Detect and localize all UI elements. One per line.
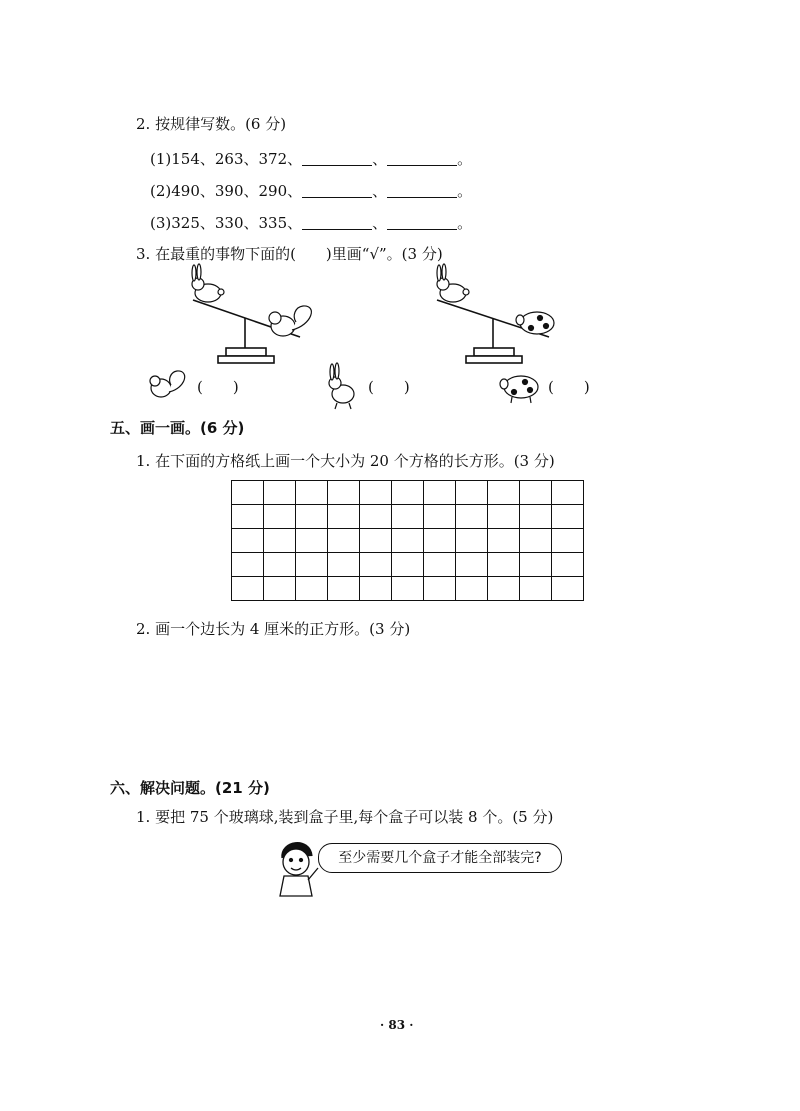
answer-paren-1[interactable]: ( ): [197, 378, 239, 396]
sequence-label: (1)154、263、372、: [150, 150, 303, 168]
squirrel-icon: [269, 306, 311, 336]
squirrel-icon: [150, 371, 185, 397]
rabbit-icon: [192, 264, 224, 302]
sequence-item-1: (1)154、263、372、 、 。: [150, 150, 473, 168]
boy-icon: [280, 843, 318, 896]
grid-paper[interactable]: [231, 480, 584, 601]
sequence-item-3: (3)325、330、335、 、 。: [150, 214, 473, 232]
answer-paren-3[interactable]: ( ): [548, 378, 590, 396]
speech-bubble: 至少需要几个盒子才能全部装完?: [318, 843, 562, 873]
section-six-q1: 1. 要把 75 个玻璃球,装到盒子里,每个盒子可以装 8 个。(5 分): [136, 808, 554, 826]
sequence-label: (2)490、390、290、: [150, 182, 303, 200]
q2-title: 2. 按规律写数。(6 分): [136, 115, 287, 133]
rabbit-icon: [437, 264, 469, 302]
q3-title: 3. 在最重的事物下面的( )里画“√”。(3 分): [136, 245, 443, 263]
answer-paren-2[interactable]: ( ): [368, 378, 410, 396]
page-number: · 83 ·: [380, 1018, 414, 1032]
section-six-heading: 六、解决问题。(21 分): [110, 779, 270, 797]
pig-icon: [500, 376, 538, 403]
sequence-label: (3)325、330、335、: [150, 214, 303, 232]
section-five-q2: 2. 画一个边长为 4 厘米的正方形。(3 分): [136, 620, 411, 638]
section-five-q1: 1. 在下面的方格纸上画一个大小为 20 个方格的长方形。(3 分): [136, 452, 555, 470]
rabbit-icon: [329, 363, 354, 409]
sequence-item-2: (2)490、390、290、 、 。: [150, 182, 473, 200]
section-five-heading: 五、画一画。(6 分): [110, 419, 245, 437]
pig-icon: [516, 312, 554, 334]
